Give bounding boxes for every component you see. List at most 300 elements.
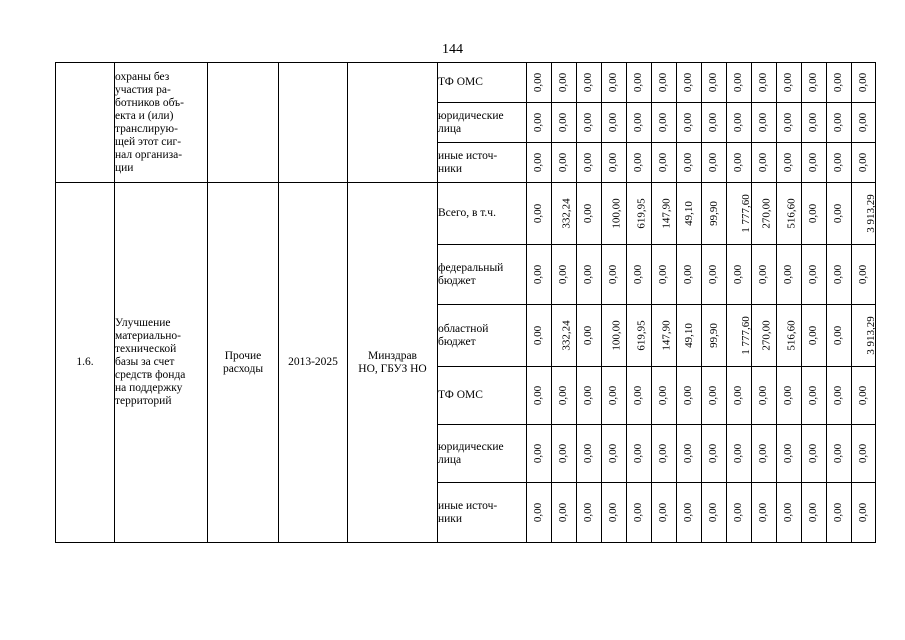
value-text: 0,00 [732,72,745,93]
text-line: на поддержку [115,382,183,394]
value-text: 0,00 [707,112,720,133]
value-text: 0,00 [832,152,845,173]
value-text: 0,00 [607,385,620,406]
value-text: 0,00 [807,72,820,93]
value-text: 0,00 [732,385,745,406]
value-text: 0,00 [582,502,595,523]
value-text: 0,00 [732,152,745,173]
text-line: иные источ- [438,499,498,512]
funding-source-cell [438,143,527,183]
funding-source-cell [438,305,527,367]
value-text: 0,00 [682,72,695,93]
text-line: лица [438,122,462,135]
value-cell [552,483,577,543]
funding-source-cell [438,183,527,245]
value-cell [777,305,802,367]
text-line: охраны без [115,70,170,83]
value-text: 49,10 [682,201,695,226]
value-cell [602,425,627,483]
value-text: 0,00 [657,152,670,173]
value-text: 0,00 [732,443,745,464]
funding-source-cell [438,63,527,103]
value-text: 0,00 [582,112,595,133]
value-text: 0,00 [832,325,845,346]
value-cell [677,103,702,143]
value-cell [677,63,702,103]
text-line: НО, ГБУЗ НО [358,362,427,375]
value-cell [752,367,777,425]
value-text: 0,00 [657,385,670,406]
value-text: 0,00 [632,385,645,406]
text-line: ции [115,161,134,174]
funding-source-cell [438,425,527,483]
value-cell [727,103,752,143]
value-text: 0,00 [832,443,845,464]
table-row [56,183,876,245]
value-cell [827,305,852,367]
value-text: 0,00 [857,502,869,523]
value-cell [677,483,702,543]
period-cell [279,63,348,183]
value-text: 0,00 [782,443,795,464]
value-text: 0,00 [682,152,695,173]
value-text: 0,00 [657,72,670,93]
value-cell [627,483,652,543]
value-text: 0,00 [807,385,820,406]
value-cell [552,103,577,143]
value-cell [702,103,727,143]
value-text: 270,00 [760,320,773,351]
value-text: 0,00 [532,112,545,133]
value-text: 0,00 [532,502,545,523]
value-text: 0,00 [582,203,595,224]
value-cell [627,103,652,143]
value-cell [627,143,652,183]
value-cell [827,143,852,183]
value-cell [727,63,752,103]
value-cell [727,245,752,305]
value-text: 0,00 [807,264,820,285]
value-cell [602,305,627,367]
value-text: 0,00 [707,502,720,523]
value-cell [677,143,702,183]
value-cell [802,245,827,305]
value-text: 0,00 [757,385,770,406]
executor-cell [348,183,438,543]
value-cell [652,367,677,425]
value-text: 0,00 [757,502,770,523]
value-cell [802,425,827,483]
value-text: 0,00 [732,264,745,285]
value-cell [602,483,627,543]
value-text: 0,00 [607,152,620,173]
value-text: 0,00 [557,443,570,464]
table-row [56,63,876,103]
value-cell [752,103,777,143]
value-cell [577,245,602,305]
value-text: 0,00 [807,152,820,173]
value-text: 0,00 [807,502,820,523]
value-cell [827,183,852,245]
value-text: 0,00 [607,502,620,523]
value-cell [602,183,627,245]
value-cell [602,143,627,183]
value-cell [527,143,552,183]
value-text: 99,90 [707,201,720,226]
value-cell [752,483,777,543]
value-text: 0,00 [632,112,645,133]
text-line: екта и (или) [115,109,174,122]
value-text: 0,00 [757,112,770,133]
value-text: 0,00 [632,264,645,285]
value-text: 0,00 [632,443,645,464]
value-cell [852,245,876,305]
value-text: 0,00 [782,112,795,133]
value-text: 619,95 [635,320,648,351]
value-cell [527,305,552,367]
value-cell [552,245,577,305]
value-text: 516,60 [785,320,798,351]
text-line: юридические [438,440,504,453]
value-cell [627,367,652,425]
value-text: 0,00 [582,443,595,464]
text-line: ТФ ОМС [438,76,483,88]
value-cell [752,425,777,483]
measure-description-cell [115,183,208,543]
text-line: лица [438,453,462,466]
value-cell [752,305,777,367]
value-cell [702,425,727,483]
value-text: 0,00 [657,502,670,523]
value-text: 0,00 [682,385,695,406]
value-cell [552,63,577,103]
value-cell [552,143,577,183]
value-text: 0,00 [532,385,545,406]
value-cell [852,103,876,143]
measure-description-cell [115,63,208,183]
value-cell [652,305,677,367]
period-cell: 2013-2025 [279,183,348,543]
value-cell [727,367,752,425]
value-text: 0,00 [632,502,645,523]
value-cell [727,305,752,367]
text-line: ботников объ- [115,96,184,109]
value-text: 619,95 [635,198,648,229]
value-text: 0,00 [657,443,670,464]
value-text: 0,00 [532,325,545,346]
value-cell [652,143,677,183]
row-number-cell: 1.6. [56,183,115,543]
value-cell [777,483,802,543]
value-text: 0,00 [532,72,545,93]
value-text: 0,00 [682,264,695,285]
value-text: 0,00 [607,264,620,285]
funding-source-cell [438,483,527,543]
value-text: 3 913,29 [864,316,877,355]
text-line: материально- [115,330,181,342]
value-text: 0,00 [832,502,845,523]
value-text: 147,90 [660,198,673,229]
value-text: 0,00 [857,72,869,93]
value-cell [552,305,577,367]
value-cell [577,183,602,245]
value-cell [527,425,552,483]
value-text: 0,00 [707,264,720,285]
value-text: 0,00 [732,112,745,133]
value-cell [577,425,602,483]
text-line: технической [115,343,177,355]
value-cell [627,183,652,245]
value-text: 1 777,60 [739,316,752,355]
value-cell [777,143,802,183]
value-text: 0,00 [782,152,795,173]
value-text: 0,00 [682,443,695,464]
funding-source-cell [438,103,527,143]
value-cell [677,305,702,367]
value-cell [827,483,852,543]
value-cell [827,103,852,143]
value-text: 0,00 [807,203,820,224]
value-cell [802,143,827,183]
value-text: 0,00 [782,264,795,285]
value-text: 0,00 [557,72,570,93]
value-text: 3 913,29 [864,194,877,233]
value-text: 0,00 [832,112,845,133]
value-text: 0,00 [807,112,820,133]
value-cell [852,63,876,103]
value-text: 0,00 [857,385,869,406]
value-text: 270,00 [760,198,773,229]
value-text: 0,00 [582,385,595,406]
value-cell [777,425,802,483]
value-text: 0,00 [582,72,595,93]
value-cell [552,183,577,245]
value-cell [552,367,577,425]
value-cell [527,483,552,543]
value-text: 0,00 [857,112,869,133]
funding-source-cell [438,367,527,425]
value-text: 147,90 [660,320,673,351]
value-cell [602,63,627,103]
value-cell [727,143,752,183]
page-number: 144 [442,42,463,57]
value-text: 0,00 [707,385,720,406]
value-cell [777,103,802,143]
value-cell [802,103,827,143]
value-text: 100,00 [610,198,623,229]
value-cell [827,245,852,305]
value-cell [752,245,777,305]
value-cell [552,425,577,483]
value-text: 0,00 [532,264,545,285]
value-cell [577,305,602,367]
value-text: 332,24 [560,198,573,229]
value-text: 0,00 [832,203,845,224]
value-cell [852,183,876,245]
value-cell [577,143,602,183]
value-text: 0,00 [632,72,645,93]
value-cell [702,63,727,103]
value-cell [527,63,552,103]
text-line: транслирую- [115,122,178,135]
value-text: 0,00 [782,502,795,523]
value-text: 0,00 [732,502,745,523]
value-cell [802,367,827,425]
value-cell [652,183,677,245]
value-text: 0,00 [557,264,570,285]
text-line: федеральный [438,261,504,274]
value-text: 0,00 [757,152,770,173]
value-cell [802,483,827,543]
value-cell [652,483,677,543]
text-line: Минздрав [367,349,417,362]
value-text: 0,00 [757,72,770,93]
value-cell [527,183,552,245]
value-text: 0,00 [657,112,670,133]
value-cell [652,245,677,305]
value-text: 0,00 [782,72,795,93]
expense-type-cell [208,183,279,543]
value-text: 516,60 [785,198,798,229]
value-cell [677,367,702,425]
value-cell [527,103,552,143]
value-cell [602,367,627,425]
value-cell [702,183,727,245]
value-cell [677,245,702,305]
value-text: 0,00 [757,443,770,464]
value-cell [802,305,827,367]
text-line: юридические [438,109,504,122]
value-text: 0,00 [532,443,545,464]
value-cell [752,183,777,245]
value-text: 99,90 [707,323,720,348]
value-text: 1 777,60 [739,194,752,233]
value-cell [852,143,876,183]
value-text: 0,00 [707,152,720,173]
value-text: 0,00 [757,264,770,285]
value-cell [652,63,677,103]
value-text: 0,00 [532,203,545,224]
value-cell [527,367,552,425]
text-line: расходы [222,362,264,375]
value-cell [602,103,627,143]
text-line: средств фонда [115,369,186,381]
value-cell [802,183,827,245]
value-cell [527,245,552,305]
value-cell [727,483,752,543]
value-cell [677,183,702,245]
value-cell [727,183,752,245]
value-text: 0,00 [557,112,570,133]
value-cell [627,245,652,305]
value-text: 0,00 [607,72,620,93]
text-line: базы за счет [115,356,175,368]
value-cell [777,245,802,305]
value-text: 0,00 [582,152,595,173]
text-line: бюджет [438,335,476,348]
value-cell [827,63,852,103]
value-text: 0,00 [832,72,845,93]
value-text: 0,00 [782,385,795,406]
value-cell [652,425,677,483]
expense-type-cell [208,63,279,183]
value-text: 0,00 [857,264,869,285]
value-cell [702,245,727,305]
value-text: 0,00 [557,385,570,406]
text-line: областной [438,322,489,335]
value-cell [577,103,602,143]
value-cell [752,63,777,103]
text-line: ники [438,162,463,175]
value-text: 0,00 [657,264,670,285]
value-cell [852,483,876,543]
value-text: 0,00 [557,152,570,173]
row-number-cell [56,63,115,183]
value-cell [852,305,876,367]
value-cell [777,183,802,245]
value-cell [827,367,852,425]
value-text: 0,00 [807,325,820,346]
value-text: 0,00 [857,443,869,464]
value-cell [652,103,677,143]
financing-table [55,62,876,543]
value-text: 0,00 [807,443,820,464]
value-text: 100,00 [610,320,623,351]
value-text: 332,24 [560,320,573,351]
value-cell [627,305,652,367]
value-cell [802,63,827,103]
value-text: 0,00 [582,325,595,346]
value-cell [827,425,852,483]
text-line: бюджет [438,274,476,287]
value-text: 0,00 [707,443,720,464]
value-cell [777,63,802,103]
text-line: нал организа- [115,148,183,161]
text-line: участия ра- [115,83,171,96]
value-text: 0,00 [582,264,595,285]
value-text: 0,00 [532,152,545,173]
executor-cell [348,63,438,183]
value-text: 0,00 [682,112,695,133]
text-line: ники [438,512,463,525]
value-cell [702,367,727,425]
value-cell [577,483,602,543]
value-text: 0,00 [682,502,695,523]
value-text: 0,00 [557,502,570,523]
text-line: Улучшение [115,317,171,329]
value-cell [627,63,652,103]
value-text: 0,00 [707,72,720,93]
value-cell [577,367,602,425]
text-line: щей этот сиг- [115,135,182,148]
value-text: 49,10 [682,323,695,348]
text-line: иные источ- [438,149,498,162]
value-text: 0,00 [607,443,620,464]
text-line: ТФ ОМС [438,389,483,401]
text-line: территорий [115,395,172,407]
value-text: 0,00 [632,152,645,173]
value-text: 0,00 [832,264,845,285]
value-text: 0,00 [857,152,869,173]
value-cell [777,367,802,425]
value-cell [852,425,876,483]
value-text: 0,00 [607,112,620,133]
value-cell [577,63,602,103]
value-cell [852,367,876,425]
value-cell [727,425,752,483]
funding-source-cell [438,245,527,305]
value-cell [752,143,777,183]
